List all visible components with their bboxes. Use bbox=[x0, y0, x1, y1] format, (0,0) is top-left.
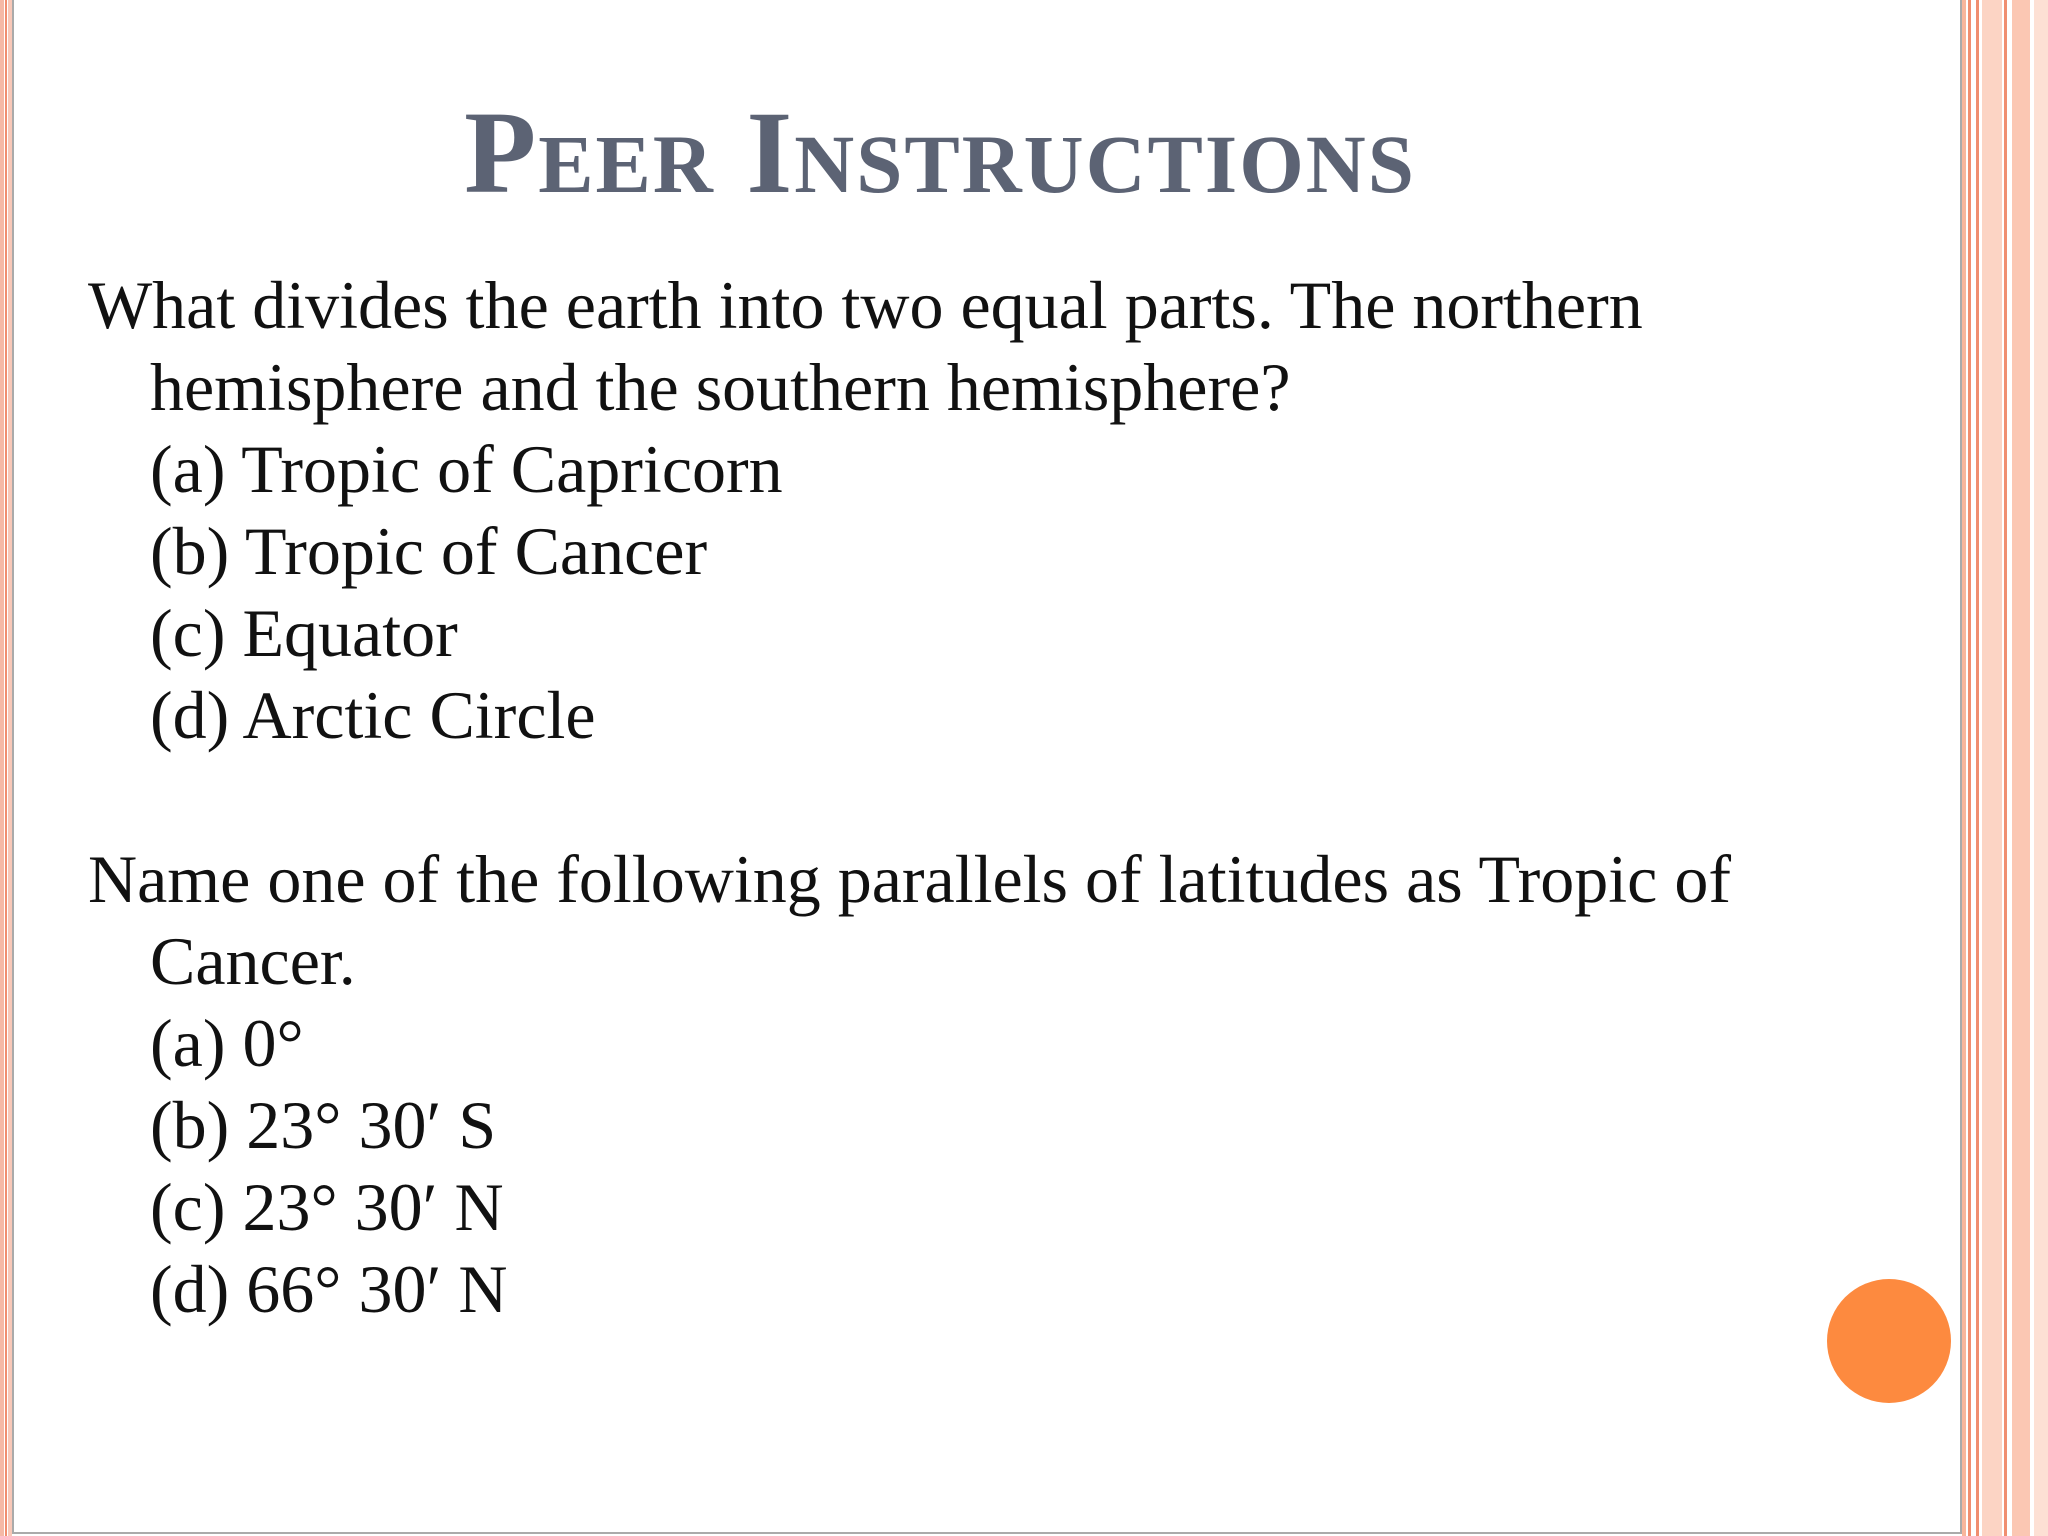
answer-options bbox=[88, 1002, 1938, 1330]
answer-options bbox=[88, 428, 1938, 756]
left-border-stripe bbox=[0, 0, 4, 1536]
question-text: What divides the earth into two equal parts. The northern hemisphere and the southern hemisphere? bbox=[88, 267, 1643, 425]
right-border-stripe bbox=[2004, 0, 2007, 1536]
answer-option: (c) 23° 30′ N bbox=[150, 1169, 504, 1245]
answer-option: (a) Tropic of Capricorn bbox=[150, 431, 783, 507]
right-border-stripe bbox=[1982, 0, 2002, 1536]
slide-title: Peer Instructions bbox=[464, 87, 1416, 218]
right-border-stripe bbox=[2034, 0, 2048, 1536]
right-border-stripe bbox=[1976, 0, 1979, 1536]
answer-option: (d) Arctic Circle bbox=[150, 677, 596, 753]
left-border-stripe bbox=[5, 0, 7, 1536]
answer-option: (b) Tropic of Cancer bbox=[150, 513, 708, 589]
right-border-stripe bbox=[1962, 0, 1966, 1536]
answer-option: (a) 0° bbox=[150, 1005, 304, 1081]
slide-content bbox=[88, 264, 1938, 1330]
question-block-2 bbox=[88, 838, 1938, 1330]
answer-option: (d) 66° 30′ N bbox=[150, 1251, 508, 1327]
question-text: Name one of the following parallels of latitudes as Tropic of Cancer. bbox=[88, 841, 1731, 999]
answer-option: (b) 23° 30′ S bbox=[150, 1087, 497, 1163]
right-border-stripe bbox=[1968, 0, 1971, 1536]
answer-option: (c) Equator bbox=[150, 595, 458, 671]
decorative-circle-icon bbox=[1827, 1279, 1951, 1403]
question-block-1 bbox=[88, 264, 1938, 756]
right-border-stripe bbox=[2012, 0, 2030, 1536]
